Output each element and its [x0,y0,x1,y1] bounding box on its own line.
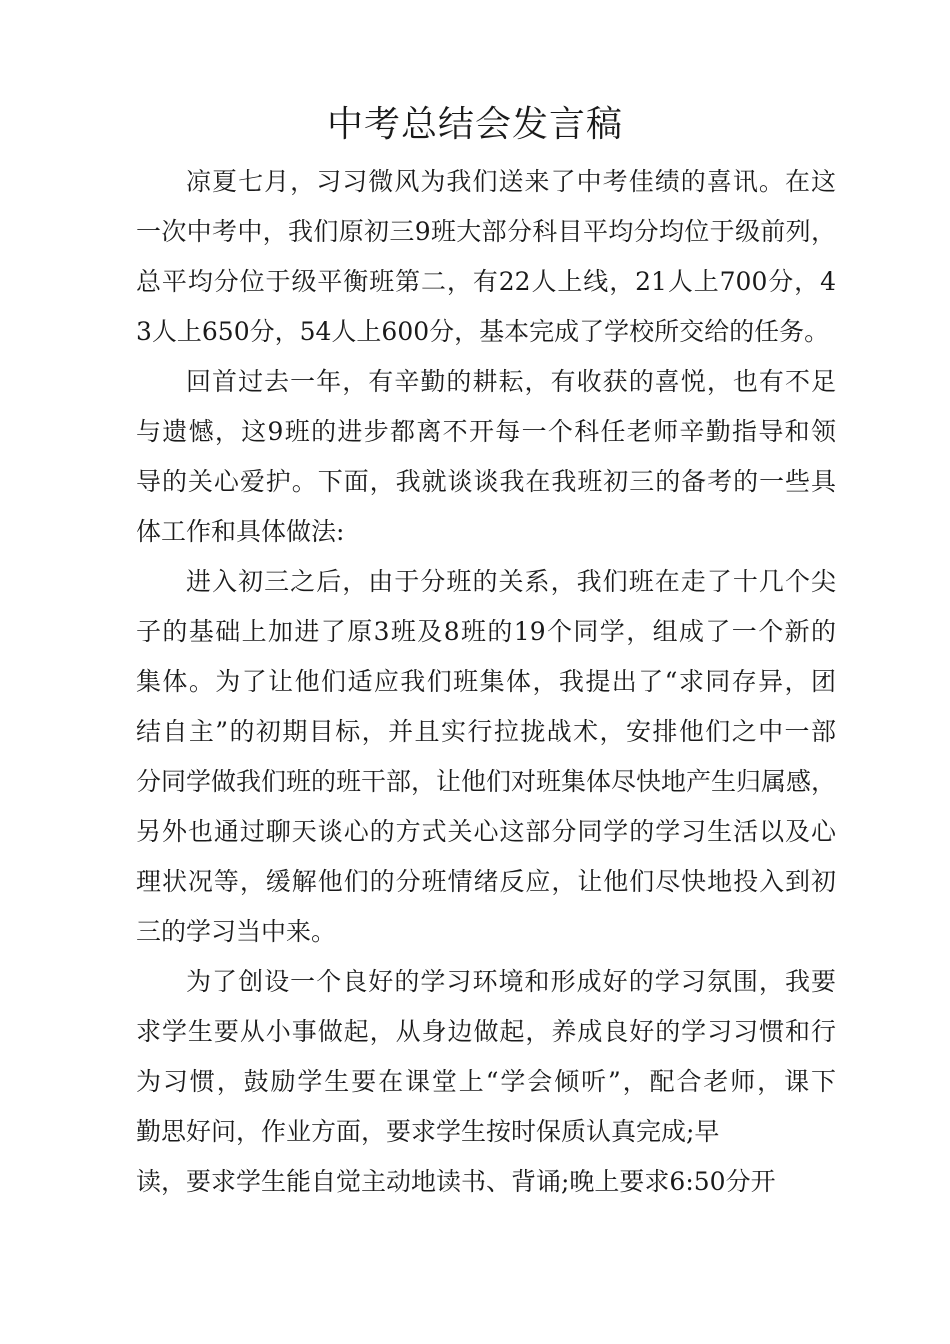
text-line: 导的关心爱护。下面，我就谈谈我在我班初三的备考的一些具 [136,467,836,496]
text-line: 体工作和具体做法: [136,517,345,546]
text-line: 凉夏七月，习习微风为我们送来了中考佳绩的喜讯。在这 [186,167,836,196]
document-title: 中考总结会发言稿 [326,104,623,145]
text-line: 一次中考中，我们原初三9班大部分科目平均分均位于级前列， [136,217,836,246]
text-line: 子的基础上加进了原3班及8班的19个同学，组成了一个新的 [136,617,836,646]
text-line: 另外也通过聊天谈心的方式关心这部分同学的学习生活以及心 [136,817,836,846]
text-line: 总平均分位于级平衡班第二，有22人上线，21人上700分，4 [136,267,836,296]
text-line: 回首过去一年，有辛勤的耕耘，有收获的喜悦，也有不足 [186,367,836,396]
text-line: 读，要求学生能自觉主动地读书、背诵;晚上要求6:50分开 [136,1167,776,1196]
text-line: 进入初三之后，由于分班的关系，我们班在走了十几个尖 [186,567,836,596]
text-line: 为了创设一个良好的学习环境和形成好的学习氛围，我要 [186,967,836,996]
text-line: 三的学习当中来。 [136,917,337,946]
text-line: 3人上650分，54人上600分，基本完成了学校所交给的任务。 [136,317,830,346]
text-line: 分同学做我们班的班干部，让他们对班集体尽快地产生归属感， [136,767,836,796]
text-line: 为习惯，鼓励学生要在课堂上“学会倾听”，配合老师，课下 [136,1067,836,1096]
text-line: 与遗憾，这9班的进步都离不开每一个科任老师辛勤指导和领 [136,417,836,446]
text-line: 求学生要从小事做起，从身边做起，养成良好的学习习惯和行 [136,1017,836,1046]
text-line: 结自主”的初期目标，并且实行拉拢战术，安排他们之中一部 [136,717,836,746]
document-body [136,157,836,1207]
text-line: 理状况等，缓解他们的分班情绪反应，让他们尽快地投入到初 [136,867,836,896]
text-line: 勤思好问，作业方面，要求学生按时保质认真完成;早 [136,1117,720,1146]
text-line: 集体。为了让他们适应我们班集体，我提出了“求同存异，团 [136,667,836,696]
